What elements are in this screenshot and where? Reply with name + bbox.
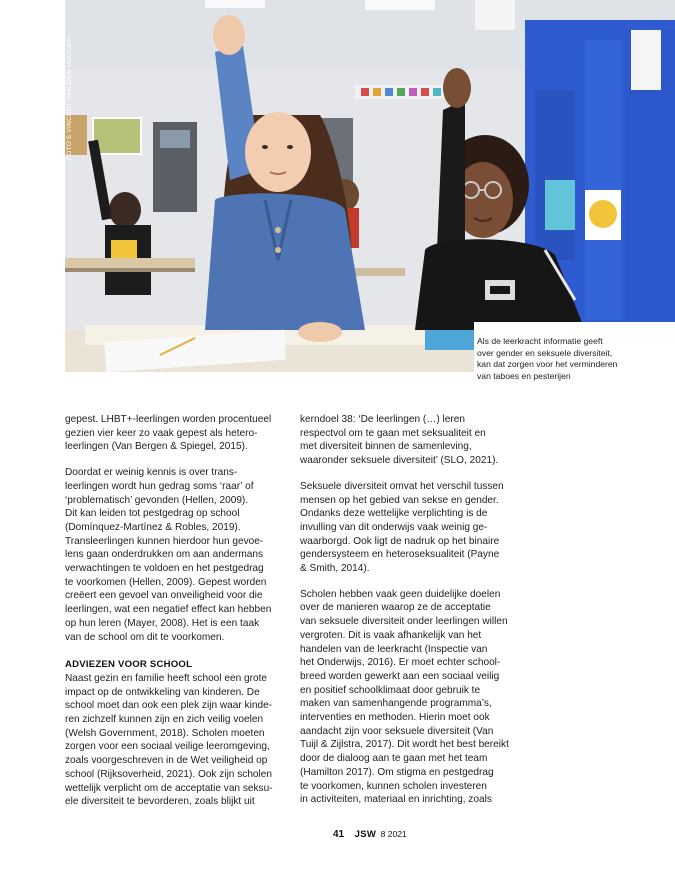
caption-line: Als de leerkracht informatie geeft <box>477 336 603 346</box>
text-line: (Hamilton 2017). Om stigma en pestgedrag <box>300 766 494 778</box>
text-line: gendersysteem en heteroseksualiteit (Payne <box>300 549 500 561</box>
text-line: Doordat er weinig kennis is over trans- <box>65 467 238 479</box>
text-line: breed worden gewerkt aan een sociaal veilig <box>300 670 500 682</box>
text-line: wettelijk verplicht om de acceptatie van seksu- <box>65 782 273 794</box>
text-line: (Domínquez-Martínez & Robles, 2019). <box>65 521 241 533</box>
text-line: ren zichzelf kunnen zijn en zich veilig voelen <box>65 714 264 726</box>
text-line: waarborgd. Ook ligt de nadruk op het binaire <box>300 535 500 547</box>
text-line: op hun leren (Mayer, 2008). Het is een taak <box>65 617 260 629</box>
text-line: zoals voorgeschreven in de Wet veiligheid op <box>65 755 268 767</box>
text-line: het Onderwijs, 2016). Er moet echter school- <box>300 657 501 669</box>
text-line: handelen van de leerkracht (Inspectie van <box>300 643 488 655</box>
paragraph <box>65 413 283 454</box>
text-line: Transleerlingen kunnen hierdoor hun gevoe- <box>65 535 264 547</box>
text-line: in activiteiten, materiaal en inrichting, zoals <box>300 794 492 806</box>
text-line: school (Rijksoverheid, 2021). Ook zijn scholen <box>65 768 273 780</box>
text-line: van de school om dit te voorkomen. <box>65 631 225 643</box>
caption-text <box>477 336 675 382</box>
text-line: te voorkomen (Hellen, 2009). Gepest worden <box>65 576 267 588</box>
photo-credit: FOTO'S VINCENT VAN DEN HOOGEN <box>66 36 73 160</box>
text-line: waaronder seksuele diversiteit’ (SLO, 2021). <box>300 455 499 467</box>
text-line: impact op de ontwikkeling van kinderen. De <box>65 686 260 698</box>
text-line: mensen op het gebied van sekse en gender. <box>300 494 499 506</box>
text-line: over de manieren waarop ze de acceptatie <box>300 602 491 614</box>
text-line: lens gaan onderdrukken om aan andermans <box>65 549 264 561</box>
text-line: creëert een gevoel van onveiligheid voor die <box>65 590 263 602</box>
paragraph <box>300 588 518 807</box>
text-line: Dit kan leiden tot pestgedrag op school <box>65 508 240 520</box>
paragraph <box>300 413 518 468</box>
paragraph <box>300 480 518 576</box>
text-line: Ondanks deze wettelijke verplichting is de <box>300 508 488 520</box>
text-line: leerlingen, wat een negatief effect kan hebben <box>65 604 272 616</box>
paragraph <box>65 672 283 809</box>
text-line: Scholen hebben vaak geen duidelijke doelen <box>300 588 501 600</box>
text-line: door de dialoog aan te gaan met het team <box>300 753 488 765</box>
text-line: Tuijl & Zijlstra, 2017). Dit wordt het best bereikt <box>300 739 509 751</box>
text-line: aandacht zijn voor seksuele diversiteit (Van <box>300 725 494 737</box>
text-line: leerlingen wordt hun gedrag soms ‘raar’ of <box>65 480 254 492</box>
classroom-photo <box>65 0 675 372</box>
text-line: maken van samenhangende programma’s, <box>300 698 492 710</box>
text-line: Seksuele diversiteit omvat het verschil tussen <box>300 480 504 492</box>
text-line: verwachtingen te voldoen en het pestgedrag <box>65 563 264 575</box>
text-line: kerndoel 38: ‘De leerlingen (…) leren <box>300 414 465 425</box>
classroom-illustration <box>65 0 675 372</box>
text-line: van seksuele diversiteit onder leerlingen willen <box>300 616 508 628</box>
page-footer <box>333 829 407 840</box>
text-line: leerlingen (Van Bergen & Spiegel, 2015). <box>65 441 248 453</box>
text-line: gepest. LHBT+-leerlingen worden procentueel <box>65 414 272 425</box>
text-line: en positief schoolklimaat door gebruik te <box>300 684 481 696</box>
text-line: ele diversiteit te bevorderen, zoals blijkt uit <box>65 796 255 808</box>
text-line: te voorkomen, kunnen scholen investeren <box>300 780 487 792</box>
left-column <box>65 413 283 821</box>
text-line: school moet dan ook een plek zijn waar kinde- <box>65 700 273 712</box>
text-line: gezien vier keer zo vaak gepest als hetero- <box>65 427 258 439</box>
page-number: 41 <box>333 829 345 840</box>
right-column <box>300 413 518 819</box>
text-line: vergroten. Dit is vaak afhankelijk van het <box>300 629 482 641</box>
text-line: met diversiteit binnen de samenleving, <box>300 441 472 453</box>
caption-line: over gender en seksuele diversiteit, <box>477 347 613 358</box>
text-line: Naast gezin en familie heeft school een grote <box>65 672 267 684</box>
caption-line: kan dat zorgen voor het verminderen <box>477 359 618 370</box>
section-heading: ADVIEZEN VOOR SCHOOL <box>65 659 193 671</box>
text-line: & Smith, 2014). <box>300 563 370 575</box>
text-line: zorgen voor een sociaal veilige leeromgeving, <box>65 741 270 753</box>
magazine-name: JSW <box>354 829 377 840</box>
photo-caption <box>474 322 675 384</box>
issue-number: 8 2021 <box>380 829 407 839</box>
text-line: (Welsh Government, 2018). Scholen moeten <box>65 727 265 739</box>
text-line: invulling van dit onderwijs vaak weinig ge- <box>300 521 488 533</box>
text-line: ‘problematisch’ gevonden (Hellen, 2009). <box>65 494 249 506</box>
text-line: respectvol om te gaan met seksualiteit en <box>300 427 486 439</box>
caption-line: van taboes en pesterijen <box>477 370 571 381</box>
text-line: interventies en methoden. Hierin moet ook <box>300 712 490 724</box>
paragraph <box>65 466 283 644</box>
